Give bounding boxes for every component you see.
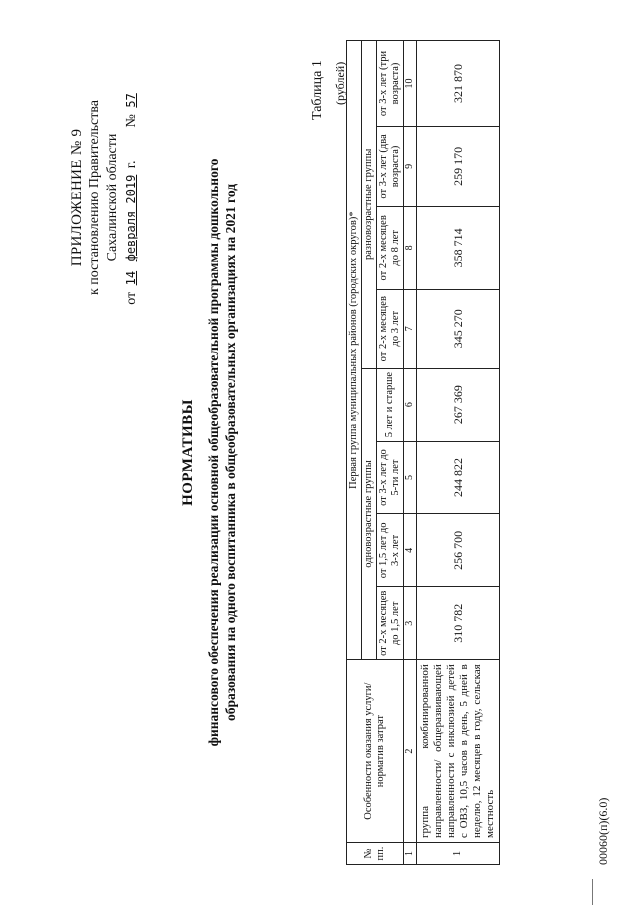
header-features: Особенности оказания услуги/норматив затрат bbox=[347, 660, 404, 843]
subheader-age: 5 лет и старше bbox=[377, 368, 404, 441]
number-label: № bbox=[124, 114, 139, 128]
header-single-age: одновозрастные группы bbox=[362, 368, 377, 660]
appendix-block bbox=[68, 45, 141, 350]
norm-value: 310 782 bbox=[417, 587, 500, 660]
appendix-line-1: к постановлению Правительства bbox=[87, 99, 102, 296]
norm-value: 321 870 bbox=[417, 41, 500, 127]
column-number: 1 bbox=[404, 843, 417, 865]
column-number: 6 bbox=[404, 368, 417, 441]
column-number-row bbox=[404, 41, 417, 865]
column-number: 3 bbox=[404, 587, 417, 660]
column-number: 4 bbox=[404, 514, 417, 587]
norm-value: 267 369 bbox=[417, 368, 500, 441]
column-number: 8 bbox=[404, 206, 417, 289]
row-description: группа комбинированной направленности/ общеразвивающей направленности с инклюзией детей с ОВЗ, 10,5 часов в день, 5 дней в неделю, 12 месяцев в году, сельская местность bbox=[417, 660, 500, 843]
column-number: 5 bbox=[404, 441, 417, 514]
subheader-age: от 3-х лет до 5-ти лет bbox=[377, 441, 404, 514]
norm-value: 259 170 bbox=[417, 126, 500, 206]
column-number: 2 bbox=[404, 660, 417, 843]
heading-line-2: образования на одного воспитанника в общеобразовательных организациях на 2021 год bbox=[223, 183, 238, 722]
footer-code: 00060(п)(6.0) bbox=[596, 797, 610, 865]
subheader-age: от 2-х месяцев до 1,5 лет bbox=[377, 587, 404, 660]
subheader-age: от 3-х лет (два возраста) bbox=[377, 126, 404, 206]
norms-table bbox=[346, 40, 500, 865]
subheader-age: от 2-х месяцев до 8 лет bbox=[377, 206, 404, 289]
table-label: Таблица 1 bbox=[310, 60, 325, 120]
appendix-date-line bbox=[122, 45, 141, 350]
subheader-age: от 2-х месяцев до 3 лет bbox=[377, 289, 404, 368]
row-number: 1 bbox=[417, 843, 500, 865]
norm-value: 256 700 bbox=[417, 514, 500, 587]
column-number: 7 bbox=[404, 289, 417, 368]
subheader-age: от 3-х лет (три возраста) bbox=[377, 41, 404, 127]
date-day: 14 bbox=[124, 270, 138, 286]
from-label: от bbox=[124, 291, 139, 305]
appendix-line-2: Сахалинской области bbox=[105, 133, 120, 262]
scan-mark bbox=[592, 879, 593, 905]
subheader-age: от 1,5 лет до 3-х лет bbox=[377, 514, 404, 587]
norm-value: 345 270 bbox=[417, 289, 500, 368]
heading-title: НОРМАТИВЫ bbox=[180, 399, 196, 506]
year-suffix: г. bbox=[124, 160, 139, 169]
norm-value: 358 714 bbox=[417, 206, 500, 289]
header-no: № пп. bbox=[347, 843, 404, 865]
date-month: февраля 2019 bbox=[124, 174, 138, 262]
document-heading bbox=[180, 60, 239, 845]
column-number: 9 bbox=[404, 126, 417, 206]
header-group: Первая группа муниципальных районов (городских округов)* bbox=[347, 41, 362, 660]
header-mixed-age: разновозрастные группы bbox=[362, 41, 377, 369]
heading-line-1: финансового обеспечения реализации основной общеобразовательной программы дошкольного bbox=[206, 158, 221, 747]
currency-label: (рублей) bbox=[333, 61, 347, 105]
column-number: 10 bbox=[404, 41, 417, 127]
appendix-title: ПРИЛОЖЕНИЕ № 9 bbox=[69, 128, 85, 267]
decree-number: 57 bbox=[124, 93, 138, 108]
table-row bbox=[417, 41, 500, 865]
norm-value: 244 822 bbox=[417, 441, 500, 514]
